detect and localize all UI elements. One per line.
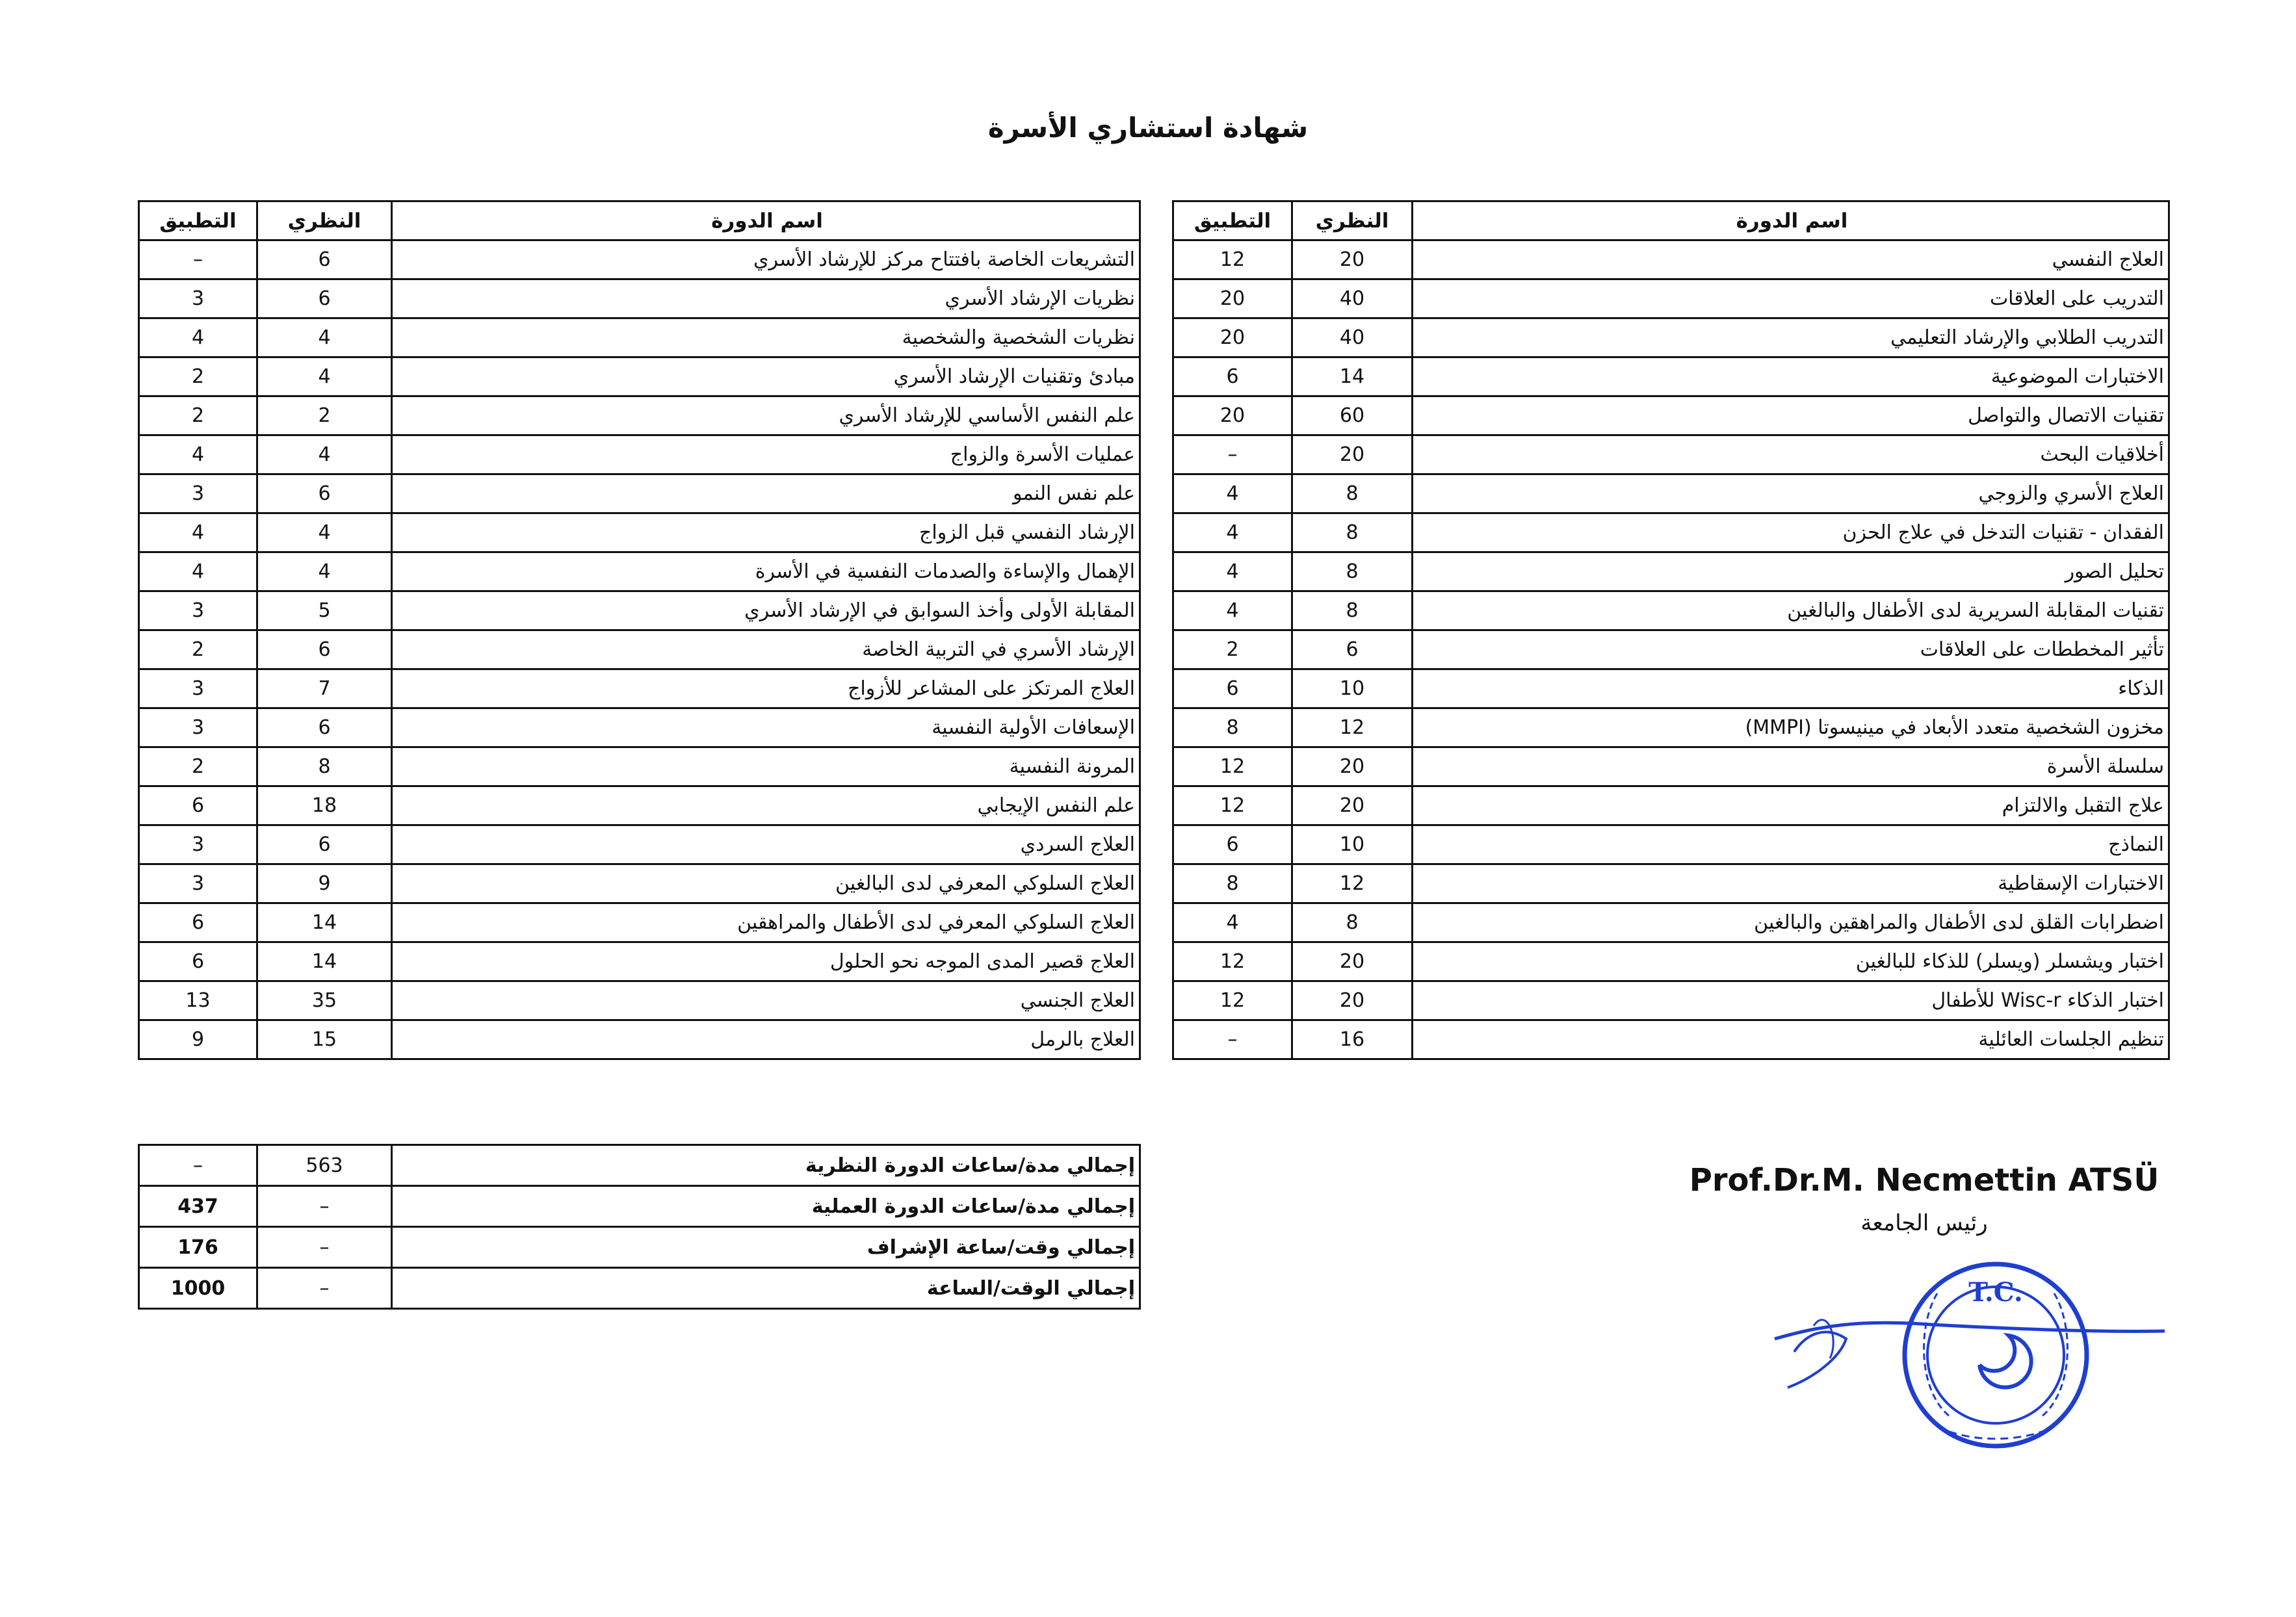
applied-hours-cell: 4: [139, 552, 257, 591]
theory-hours-cell: 4: [257, 357, 392, 396]
applied-hours-cell: 2: [139, 357, 257, 396]
total-applied-cell: –: [139, 1145, 257, 1186]
header-course-name: اسم الدورة: [1413, 201, 2169, 240]
applied-hours-cell: 20: [1173, 396, 1292, 435]
table-row: [1173, 591, 2169, 630]
totals-row: [139, 1268, 1140, 1309]
course-name-cell: الاختبارات الموضوعية: [1413, 357, 2169, 396]
course-name-cell: المقابلة الأولى وأخذ السوابق في الإرشاد الأسري: [392, 591, 1140, 630]
table-header-row: [139, 201, 1140, 240]
total-label-cell: إجمالي الوقت/الساعة: [392, 1268, 1140, 1309]
course-name-cell: النماذج: [1413, 825, 2169, 864]
total-label-cell: إجمالي مدة/ساعات الدورة العملية: [392, 1186, 1140, 1227]
applied-hours-cell: 12: [1173, 981, 1292, 1020]
theory-hours-cell: 20: [1292, 435, 1413, 474]
stamp-top-text: T.C.: [1968, 1277, 2023, 1308]
table-row: [139, 396, 1140, 435]
applied-hours-cell: 6: [139, 942, 257, 981]
theory-hours-cell: 35: [257, 981, 392, 1020]
table-row: [139, 279, 1140, 318]
course-name-cell: التدريب على العلاقات: [1413, 279, 2169, 318]
applied-hours-cell: 12: [1173, 786, 1292, 825]
table-row: [1173, 669, 2169, 708]
table-row: [139, 318, 1140, 357]
applied-hours-cell: 3: [139, 864, 257, 903]
theory-hours-cell: 40: [1292, 318, 1413, 357]
course-name-cell: العلاج الأسري والزوجي: [1413, 474, 2169, 513]
applied-hours-cell: 6: [1173, 357, 1292, 396]
course-name-cell: الإسعافات الأولية النفسية: [392, 708, 1140, 747]
table-row: [1173, 864, 2169, 903]
table-row: [1173, 240, 2169, 279]
applied-hours-cell: –: [1173, 435, 1292, 474]
table-row: [139, 357, 1140, 396]
applied-hours-cell: 3: [139, 474, 257, 513]
theory-hours-cell: 14: [257, 942, 392, 981]
totals-row: [139, 1227, 1140, 1268]
course-name-cell: نظريات الإرشاد الأسري: [392, 279, 1140, 318]
table-row: [1173, 357, 2169, 396]
table-row: [1173, 942, 2169, 981]
total-applied-cell: 1000: [139, 1268, 257, 1309]
applied-hours-cell: 12: [1173, 240, 1292, 279]
course-name-cell: العلاج بالرمل: [392, 1020, 1140, 1059]
theory-hours-cell: 10: [1292, 669, 1413, 708]
table-row: [139, 1020, 1140, 1059]
theory-hours-cell: 8: [1292, 474, 1413, 513]
course-name-cell: اضطرابات القلق لدى الأطفال والمراهقين والبالغين: [1413, 903, 2169, 942]
applied-hours-cell: 12: [1173, 747, 1292, 786]
course-name-cell: الإهمال والإساءة والصدمات النفسية في الأسرة: [392, 552, 1140, 591]
theory-hours-cell: 18: [257, 786, 392, 825]
table-row: [139, 513, 1140, 552]
applied-hours-cell: 4: [139, 435, 257, 474]
table-header-row: [1173, 201, 2169, 240]
table-row: [1173, 435, 2169, 474]
applied-hours-cell: 3: [139, 669, 257, 708]
table-row: [139, 708, 1140, 747]
theory-hours-cell: 4: [257, 513, 392, 552]
theory-hours-cell: 6: [257, 279, 392, 318]
table-row: [1173, 318, 2169, 357]
theory-hours-cell: 20: [1292, 981, 1413, 1020]
courses-table-right: [1172, 200, 2170, 1060]
applied-hours-cell: 20: [1173, 318, 1292, 357]
course-name-cell: العلاج الجنسي: [392, 981, 1140, 1020]
total-applied-cell: 176: [139, 1227, 257, 1268]
applied-hours-cell: 4: [1173, 513, 1292, 552]
theory-hours-cell: 8: [1292, 552, 1413, 591]
applied-hours-cell: 3: [139, 708, 257, 747]
applied-hours-cell: 3: [139, 279, 257, 318]
course-name-cell: الإرشاد النفسي قبل الزواج: [392, 513, 1140, 552]
applied-hours-cell: 2: [139, 747, 257, 786]
table-row: [139, 903, 1140, 942]
applied-hours-cell: 6: [139, 903, 257, 942]
table-row: [1173, 1020, 2169, 1059]
applied-hours-cell: 3: [139, 591, 257, 630]
total-label-cell: إجمالي مدة/ساعات الدورة النظرية: [392, 1145, 1140, 1186]
applied-hours-cell: 4: [1173, 552, 1292, 591]
theory-hours-cell: 12: [1292, 708, 1413, 747]
course-name-cell: تقنيات المقابلة السريرية لدى الأطفال والبالغين: [1413, 591, 2169, 630]
total-applied-cell: 437: [139, 1186, 257, 1227]
table-row: [1173, 747, 2169, 786]
applied-hours-cell: 2: [139, 630, 257, 669]
signatory-name: Prof.Dr.M. Necmettin ATSÜ: [1689, 1162, 2159, 1198]
header-applied: التطبيق: [1173, 201, 1292, 240]
table-row: [1173, 825, 2169, 864]
theory-hours-cell: 60: [1292, 396, 1413, 435]
theory-hours-cell: 10: [1292, 825, 1413, 864]
applied-hours-cell: 4: [139, 318, 257, 357]
theory-hours-cell: 15: [257, 1020, 392, 1059]
theory-hours-cell: 6: [1292, 630, 1413, 669]
course-name-cell: العلاج المرتكز على المشاعر للأزواج: [392, 669, 1140, 708]
applied-hours-cell: 6: [1173, 669, 1292, 708]
theory-hours-cell: 20: [1292, 942, 1413, 981]
theory-hours-cell: 4: [257, 318, 392, 357]
applied-hours-cell: 12: [1173, 942, 1292, 981]
course-name-cell: العلاج قصير المدى الموجه نحو الحلول: [392, 942, 1140, 981]
total-theory-cell: –: [257, 1227, 392, 1268]
theory-hours-cell: 14: [257, 903, 392, 942]
theory-hours-cell: 5: [257, 591, 392, 630]
theory-hours-cell: 6: [257, 630, 392, 669]
signatory-role: رئيس الجامعة: [1860, 1210, 1988, 1236]
theory-hours-cell: 40: [1292, 279, 1413, 318]
theory-hours-cell: 7: [257, 669, 392, 708]
applied-hours-cell: 8: [1173, 864, 1292, 903]
course-name-cell: تحليل الصور: [1413, 552, 2169, 591]
course-name-cell: علاج التقبل والالتزام: [1413, 786, 2169, 825]
applied-hours-cell: 3: [139, 825, 257, 864]
applied-hours-cell: 4: [1173, 591, 1292, 630]
certificate-title: شهادة استشاري الأسرة: [987, 112, 1309, 144]
applied-hours-cell: 2: [139, 396, 257, 435]
theory-hours-cell: 4: [257, 435, 392, 474]
theory-hours-cell: 16: [1292, 1020, 1413, 1059]
applied-hours-cell: 4: [1173, 474, 1292, 513]
course-name-cell: العلاج السلوكي المعرفي لدى البالغين: [392, 864, 1140, 903]
table-row: [1173, 513, 2169, 552]
course-name-cell: اختبار ويشسلر (ويسلر) للذكاء للبالغين: [1413, 942, 2169, 981]
course-name-cell: المرونة النفسية: [392, 747, 1140, 786]
table-row: [139, 474, 1140, 513]
table-row: [1173, 279, 2169, 318]
applied-hours-cell: –: [139, 240, 257, 279]
totals-row: [139, 1186, 1140, 1227]
theory-hours-cell: 6: [257, 708, 392, 747]
course-name-cell: العلاج السلوكي المعرفي لدى الأطفال والمراهقين: [392, 903, 1140, 942]
course-name-cell: علم نفس النمو: [392, 474, 1140, 513]
header-theory: النظري: [257, 201, 392, 240]
university-seal-stamp: [1768, 1248, 2171, 1462]
course-name-cell: تقنيات الاتصال والتواصل: [1413, 396, 2169, 435]
course-name-cell: تنظيم الجلسات العائلية: [1413, 1020, 2169, 1059]
total-theory-cell: 563: [257, 1145, 392, 1186]
table-row: [1173, 981, 2169, 1020]
applied-hours-cell: 6: [139, 786, 257, 825]
theory-hours-cell: 12: [1292, 864, 1413, 903]
totals-table: [138, 1144, 1141, 1310]
theory-hours-cell: 8: [1292, 903, 1413, 942]
table-row: [139, 981, 1140, 1020]
course-name-cell: الإرشاد الأسري في التربية الخاصة: [392, 630, 1140, 669]
applied-hours-cell: 13: [139, 981, 257, 1020]
totals-row: [139, 1145, 1140, 1186]
applied-hours-cell: 4: [1173, 903, 1292, 942]
table-row: [139, 240, 1140, 279]
course-name-cell: التشريعات الخاصة بافتتاح مركز للإرشاد الأسري: [392, 240, 1140, 279]
courses-table-left: [138, 200, 1141, 1060]
applied-hours-cell: 6: [1173, 825, 1292, 864]
theory-hours-cell: 8: [1292, 513, 1413, 552]
theory-hours-cell: 14: [1292, 357, 1413, 396]
table-row: [139, 786, 1140, 825]
table-row: [1173, 396, 2169, 435]
theory-hours-cell: 8: [257, 747, 392, 786]
table-row: [1173, 903, 2169, 942]
theory-hours-cell: 9: [257, 864, 392, 903]
theory-hours-cell: 20: [1292, 786, 1413, 825]
header-theory: النظري: [1292, 201, 1413, 240]
applied-hours-cell: –: [1173, 1020, 1292, 1059]
course-name-cell: سلسلة الأسرة: [1413, 747, 2169, 786]
table-row: [1173, 630, 2169, 669]
course-name-cell: اختبار الذكاء Wisc-r للأطفال: [1413, 981, 2169, 1020]
header-course-name: اسم الدورة: [392, 201, 1140, 240]
table-row: [139, 552, 1140, 591]
course-name-cell: الاختبارات الإسقاطية: [1413, 864, 2169, 903]
table-row: [139, 825, 1140, 864]
course-name-cell: التدريب الطلابي والإرشاد التعليمي: [1413, 318, 2169, 357]
course-name-cell: العلاج النفسي: [1413, 240, 2169, 279]
applied-hours-cell: 4: [139, 513, 257, 552]
table-row: [1173, 786, 2169, 825]
applied-hours-cell: 2: [1173, 630, 1292, 669]
table-row: [139, 942, 1140, 981]
theory-hours-cell: 6: [257, 240, 392, 279]
theory-hours-cell: 6: [257, 474, 392, 513]
course-name-cell: أخلاقيات البحث: [1413, 435, 2169, 474]
table-row: [139, 435, 1140, 474]
theory-hours-cell: 6: [257, 825, 392, 864]
theory-hours-cell: 8: [1292, 591, 1413, 630]
course-name-cell: عمليات الأسرة والزواج: [392, 435, 1140, 474]
table-row: [139, 669, 1140, 708]
course-name-cell: العلاج السردي: [392, 825, 1140, 864]
table-row: [139, 747, 1140, 786]
course-name-cell: مبادئ وتقنيات الإرشاد الأسري: [392, 357, 1140, 396]
course-name-cell: علم النفس الأساسي للإرشاد الأسري: [392, 396, 1140, 435]
theory-hours-cell: 4: [257, 552, 392, 591]
header-applied: التطبيق: [139, 201, 257, 240]
table-row: [139, 864, 1140, 903]
course-name-cell: تأثير المخططات على العلاقات: [1413, 630, 2169, 669]
applied-hours-cell: 9: [139, 1020, 257, 1059]
table-row: [139, 630, 1140, 669]
total-theory-cell: –: [257, 1186, 392, 1227]
course-name-cell: علم النفس الإيجابي: [392, 786, 1140, 825]
total-theory-cell: –: [257, 1268, 392, 1309]
table-row: [1173, 552, 2169, 591]
course-name-cell: مخزون الشخصية متعدد الأبعاد في مينيسوتا (MMPI): [1413, 708, 2169, 747]
theory-hours-cell: 2: [257, 396, 392, 435]
table-row: [1173, 708, 2169, 747]
course-name-cell: نظريات الشخصية والشخصية: [392, 318, 1140, 357]
table-row: [139, 591, 1140, 630]
table-row: [1173, 474, 2169, 513]
applied-hours-cell: 20: [1173, 279, 1292, 318]
theory-hours-cell: 20: [1292, 747, 1413, 786]
theory-hours-cell: 20: [1292, 240, 1413, 279]
course-name-cell: الذكاء: [1413, 669, 2169, 708]
applied-hours-cell: 8: [1173, 708, 1292, 747]
course-name-cell: الفقدان - تقنيات التدخل في علاج الحزن: [1413, 513, 2169, 552]
total-label-cell: إجمالي وقت/ساعة الإشراف: [392, 1227, 1140, 1268]
